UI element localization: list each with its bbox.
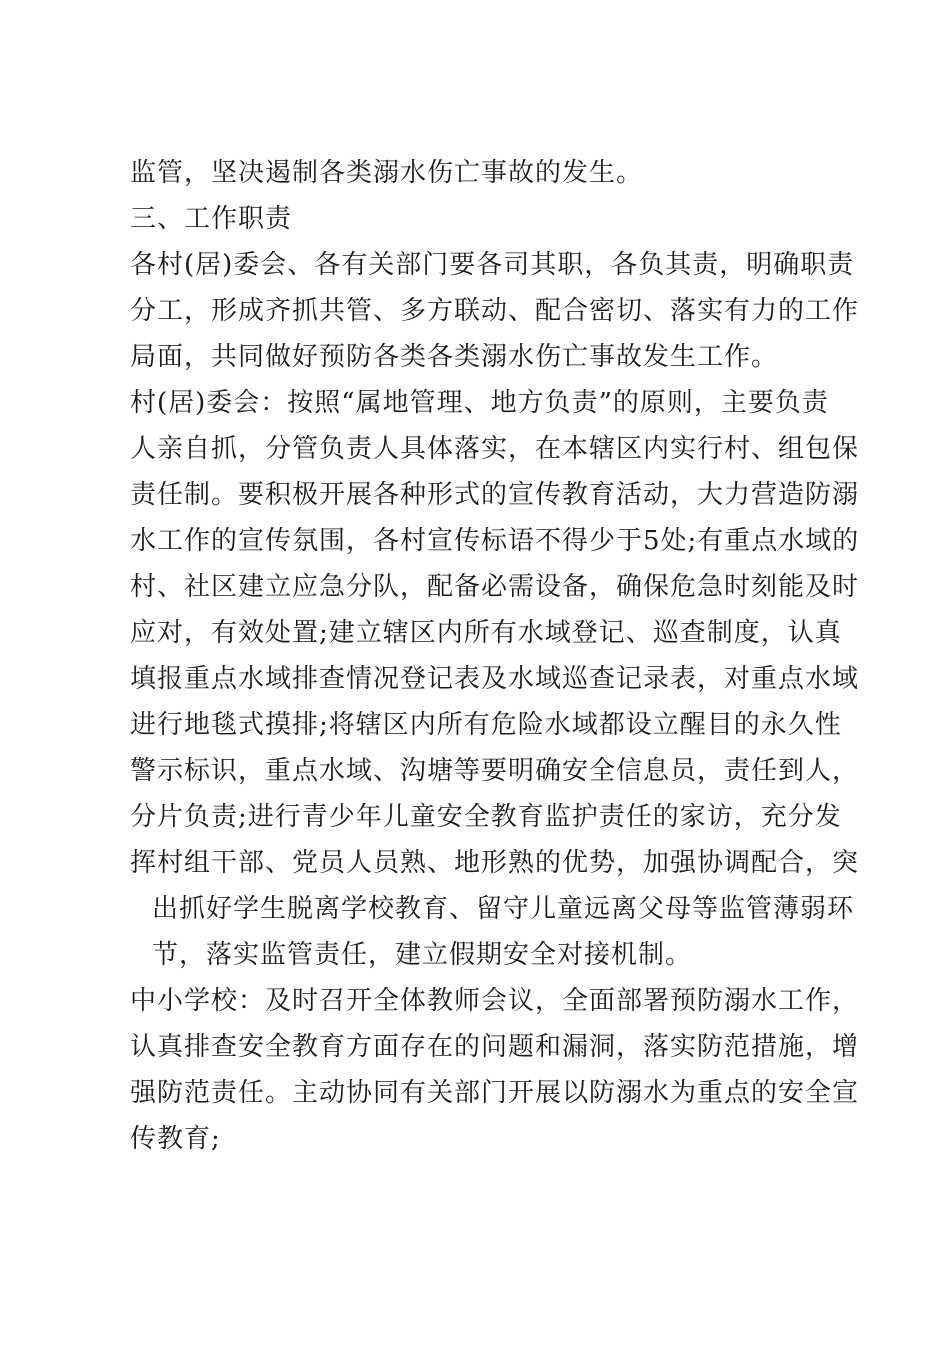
- text-line: 节，落实监管责任，建立假期安全对接机制。: [152, 940, 693, 970]
- text-line: 各村(居)委会、各有关部门要各司其职，各负其责，明确职责: [130, 250, 855, 280]
- text-line: 警示标识，重点水域、沟塘等要明确安全信息员，责任到人，: [130, 756, 860, 786]
- text-line: 人亲自抓，分管负责人具体落实，在本辖区内实行村、组包保: [130, 434, 860, 464]
- text-line: 填报重点水域排查情况登记表及水域巡查记录表，对重点水域: [130, 664, 860, 694]
- text-line: 监管，坚决遏制各类溺水伤亡事故的发生。: [130, 158, 644, 188]
- text-line: 出抓好学生脱离学校教育、留守儿童远离父母等监管薄弱环: [152, 894, 855, 924]
- text-line: 强防范责任。主动协同有关部门开展以防溺水为重点的安全宣: [130, 1078, 860, 1108]
- text-line: 传教育;: [130, 1124, 221, 1154]
- text-line: 应对，有效处置;建立辖区内所有水域登记、巡查制度，认真: [130, 618, 842, 648]
- text-line: 村(居)委会：按照“属地管理、地方负责”的原则，主要负责: [130, 388, 829, 418]
- text-line: 局面，共同做好预防各类各类溺水伤亡事故发生工作。: [130, 342, 779, 372]
- text-line: 分工，形成齐抓共管、多方联动、配合密切、落实有力的工作: [130, 296, 860, 326]
- text-line: 认真排查安全教育方面存在的问题和漏洞，落实防范措施，增: [130, 1032, 860, 1062]
- document-body: [130, 150, 860, 1162]
- text-line: 分片负责;进行青少年儿童安全教育监护责任的家访，充分发: [130, 802, 842, 832]
- text-line: 水工作的宣传氛围，各村宣传标语不得少于5处;有重点水域的: [130, 526, 860, 556]
- section-heading: 三、工作职责: [130, 204, 293, 234]
- text-line: 中小学校：及时召开全体教师会议，全面部署预防溺水工作，: [130, 986, 860, 1016]
- text-line: 责任制。要积极开展各种形式的宣传教育活动，大力营造防溺: [130, 480, 860, 510]
- text-line: 挥村组干部、党员人员熟、地形熟的优势，加强协调配合，突: [130, 848, 860, 878]
- text-line: 进行地毯式摸排;将辖区内所有危险水域都设立醒目的永久性: [130, 710, 842, 740]
- text-line: 村、社区建立应急分队，配备必需设备，确保危急时刻能及时: [130, 572, 860, 602]
